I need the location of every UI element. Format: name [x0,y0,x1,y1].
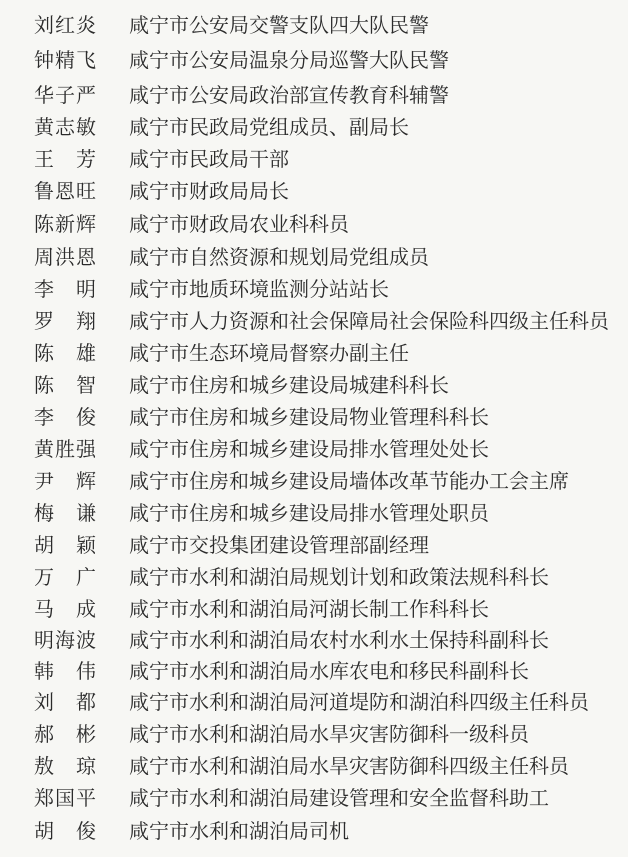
person-title: 咸宁市水利和湖泊局水库农电和移民科副科长 [129,659,529,683]
list-item [0,497,628,529]
person-name: 郝 彬 [34,722,97,746]
person-name: 黄志敏 [34,115,97,139]
person-name: 鲁恩旺 [34,179,97,203]
person-name: 刘红炎 [34,13,97,37]
person-name: 明海波 [34,628,97,652]
person-title: 咸宁市人力资源和社会保障局社会保险科四级主任科员 [129,309,609,333]
person-name: 尹 辉 [34,469,97,493]
list-item [0,561,628,593]
person-name: 韩 伟 [34,659,97,683]
person-title: 咸宁市水利和湖泊局农村水利水土保持科副科长 [129,628,549,652]
list-item [0,9,628,41]
list-item [0,369,628,401]
person-title: 咸宁市财政局局长 [129,179,289,203]
person-name: 胡 俊 [34,819,97,843]
person-title: 咸宁市公安局政治部宣传教育科辅警 [129,83,449,107]
person-title: 咸宁市交投集团建设管理部副经理 [129,533,429,557]
list-item [0,593,628,625]
list-item [0,175,628,207]
list-item [0,750,628,782]
person-name: 陈新辉 [34,212,97,236]
person-title: 咸宁市财政局农业科科员 [129,212,349,236]
person-name: 胡 颖 [34,533,97,557]
person-name: 刘 都 [34,690,97,714]
person-title: 咸宁市民政局党组成员、副局长 [129,115,409,139]
list-item [0,815,628,847]
list-item [0,624,628,656]
list-item [0,44,628,76]
person-name: 万 广 [34,565,97,589]
person-title: 咸宁市自然资源和规划局党组成员 [129,245,429,269]
list-item [0,465,628,497]
person-title: 咸宁市住房和城乡建设局物业管理科科长 [129,405,489,429]
person-title: 咸宁市住房和城乡建设局城建科科长 [129,373,449,397]
list-item [0,401,628,433]
person-title: 咸宁市水利和湖泊局司机 [129,819,349,843]
person-name: 王 芳 [34,147,97,171]
person-name: 马 成 [34,597,97,621]
list-item [0,718,628,750]
list-item [0,655,628,687]
person-title: 咸宁市住房和城乡建设局排水管理处职员 [129,501,489,525]
list-item [0,111,628,143]
list-item [0,782,628,814]
list-item [0,273,628,305]
list-item [0,208,628,240]
person-name: 华子严 [34,83,97,107]
list-item [0,305,628,337]
person-title: 咸宁市住房和城乡建设局排水管理处处长 [129,437,489,461]
list-item [0,79,628,111]
person-name: 黄胜强 [34,437,97,461]
person-title: 咸宁市水利和湖泊局河道堤防和湖泊科四级主任科员 [129,690,589,714]
list-item [0,433,628,465]
person-title: 咸宁市水利和湖泊局规划计划和政策法规科科长 [129,565,549,589]
person-title: 咸宁市公安局温泉分局巡警大队民警 [129,48,449,72]
person-title: 咸宁市住房和城乡建设局墙体改革节能办工会主席 [129,469,569,493]
person-title: 咸宁市地质环境监测分站站长 [129,277,389,301]
list-item [0,143,628,175]
person-name: 陈 雄 [34,341,97,365]
person-name: 郑国平 [34,786,97,810]
person-name: 周洪恩 [34,245,97,269]
person-name: 陈 智 [34,373,97,397]
person-title: 咸宁市水利和湖泊局建设管理和安全监督科助工 [129,786,549,810]
list-item [0,337,628,369]
person-name: 罗 翔 [34,309,97,333]
person-name: 梅 谦 [34,501,97,525]
person-name: 钟精飞 [34,48,97,72]
person-title: 咸宁市水利和湖泊局河湖长制工作科科长 [129,597,489,621]
list-item [0,686,628,718]
person-name: 李 明 [34,277,97,301]
person-title: 咸宁市水利和湖泊局水旱灾害防御科四级主任科员 [129,754,569,778]
person-name: 李 俊 [34,405,97,429]
person-title: 咸宁市公安局交警支队四大队民警 [129,13,429,37]
list-item [0,241,628,273]
person-title: 咸宁市民政局干部 [129,147,289,171]
person-name: 敖 琼 [34,754,97,778]
person-title: 咸宁市水利和湖泊局水旱灾害防御科一级科员 [129,722,529,746]
person-title: 咸宁市生态环境局督察办副主任 [129,341,409,365]
list-item [0,529,628,561]
